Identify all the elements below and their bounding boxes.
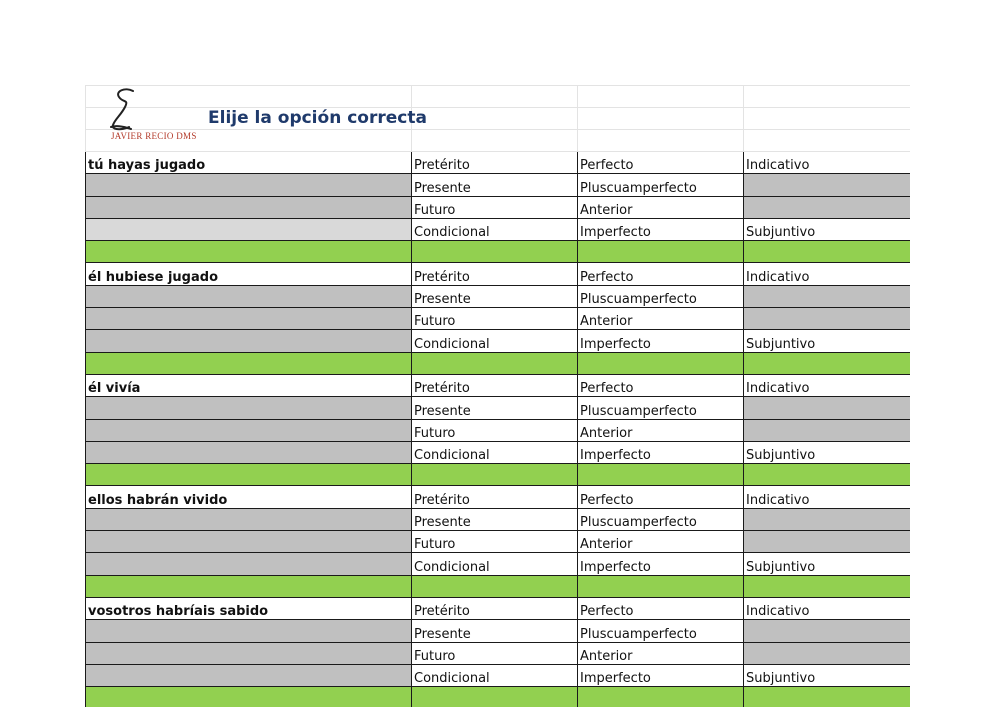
option-cell[interactable]: Presente xyxy=(412,508,578,530)
answer-cell[interactable] xyxy=(86,241,412,263)
option-cell[interactable]: Imperfecto xyxy=(578,218,744,240)
option-cell[interactable]: Condicional xyxy=(412,218,578,240)
answer-row xyxy=(86,575,911,597)
option-cell[interactable]: Subjuntivo xyxy=(744,330,911,352)
table-row xyxy=(86,597,911,619)
table-row xyxy=(86,620,911,642)
answer-cell[interactable] xyxy=(578,241,744,263)
answer-cell[interactable] xyxy=(412,575,578,597)
option-cell[interactable]: Imperfecto xyxy=(578,553,744,575)
option-cell[interactable]: Condicional xyxy=(412,664,578,686)
answer-cell[interactable] xyxy=(744,241,911,263)
table-row xyxy=(86,285,911,307)
option-cell[interactable]: Pluscuamperfecto xyxy=(578,508,744,530)
answer-row xyxy=(86,464,911,486)
answer-cell[interactable] xyxy=(744,352,911,374)
option-cell[interactable]: Presente xyxy=(412,174,578,196)
empty-cell[interactable] xyxy=(744,531,911,553)
option-cell[interactable]: Condicional xyxy=(412,330,578,352)
empty-cell[interactable] xyxy=(744,285,911,307)
table-row xyxy=(86,508,911,530)
option-cell[interactable]: Pretérito xyxy=(412,486,578,508)
option-cell[interactable]: Condicional xyxy=(412,441,578,463)
table-row xyxy=(86,374,911,396)
empty-cell[interactable] xyxy=(744,174,911,196)
option-cell[interactable]: Perfecto xyxy=(578,597,744,619)
table-row xyxy=(86,152,911,174)
empty-cell[interactable] xyxy=(744,196,911,218)
question-phrase: él hubiese jugado xyxy=(86,263,412,285)
empty-cell[interactable] xyxy=(744,397,911,419)
table-row xyxy=(86,553,911,575)
answer-cell[interactable] xyxy=(578,575,744,597)
table-row xyxy=(86,330,911,352)
option-cell[interactable]: Pluscuamperfecto xyxy=(578,174,744,196)
table-row xyxy=(86,486,911,508)
option-cell[interactable]: Futuro xyxy=(412,196,578,218)
option-cell[interactable]: Indicativo xyxy=(744,152,911,174)
answer-cell[interactable] xyxy=(412,241,578,263)
table-row xyxy=(86,397,911,419)
option-cell[interactable]: Condicional xyxy=(412,553,578,575)
option-cell[interactable]: Pretérito xyxy=(412,597,578,619)
table-row xyxy=(86,441,911,463)
page-title: Elije la opción correcta xyxy=(208,108,427,128)
empty-cell xyxy=(86,397,412,419)
table-row xyxy=(86,642,911,664)
option-cell[interactable]: Anterior xyxy=(578,531,744,553)
answer-cell[interactable] xyxy=(578,352,744,374)
option-cell[interactable]: Futuro xyxy=(412,419,578,441)
table-row xyxy=(86,308,911,330)
empty-cell xyxy=(86,553,412,575)
answer-cell[interactable] xyxy=(744,575,911,597)
option-cell[interactable]: Perfecto xyxy=(578,374,744,396)
answer-cell[interactable] xyxy=(86,575,412,597)
option-cell[interactable]: Anterior xyxy=(578,642,744,664)
question-phrase: vosotros habríais sabido xyxy=(86,597,412,619)
option-cell[interactable]: Perfecto xyxy=(578,152,744,174)
question-phrase: ellos habrán vivido xyxy=(86,486,412,508)
option-cell[interactable]: Indicativo xyxy=(744,374,911,396)
empty-cell xyxy=(86,196,412,218)
option-cell[interactable]: Pretérito xyxy=(412,152,578,174)
empty-cell xyxy=(86,419,412,441)
empty-cell xyxy=(86,508,412,530)
answer-cell[interactable] xyxy=(86,464,412,486)
answer-cell[interactable] xyxy=(412,687,578,707)
option-cell[interactable]: Futuro xyxy=(412,642,578,664)
table-row xyxy=(86,218,911,240)
option-cell[interactable]: Pluscuamperfecto xyxy=(578,285,744,307)
answer-cell[interactable] xyxy=(744,687,911,707)
option-cell[interactable]: Indicativo xyxy=(744,486,911,508)
answer-row xyxy=(86,687,911,707)
table-row xyxy=(86,174,911,196)
empty-cell[interactable] xyxy=(744,308,911,330)
empty-cell xyxy=(86,441,412,463)
answer-cell[interactable] xyxy=(578,687,744,707)
option-cell[interactable]: Presente xyxy=(412,620,578,642)
logo-text: JAVIER RECIO DMS xyxy=(111,131,197,141)
empty-cell xyxy=(86,620,412,642)
option-cell[interactable]: Indicativo xyxy=(744,597,911,619)
empty-cell xyxy=(86,174,412,196)
option-cell[interactable]: Presente xyxy=(412,285,578,307)
option-cell[interactable]: Subjuntivo xyxy=(744,553,911,575)
option-cell[interactable]: Imperfecto xyxy=(578,441,744,463)
logo xyxy=(89,85,219,145)
table-row xyxy=(86,664,911,686)
option-cell[interactable]: Pretérito xyxy=(412,263,578,285)
table-row xyxy=(86,531,911,553)
option-cell[interactable]: Subjuntivo xyxy=(744,218,911,240)
empty-cell xyxy=(86,642,412,664)
empty-cell xyxy=(86,531,412,553)
option-cell[interactable]: Anterior xyxy=(578,196,744,218)
empty-cell xyxy=(86,330,412,352)
option-cell[interactable]: Futuro xyxy=(412,308,578,330)
option-cell[interactable]: Imperfecto xyxy=(578,664,744,686)
option-cell[interactable]: Imperfecto xyxy=(578,330,744,352)
empty-cell[interactable] xyxy=(744,508,911,530)
answer-cell[interactable] xyxy=(412,464,578,486)
option-cell[interactable]: Pretérito xyxy=(412,374,578,396)
option-cell[interactable]: Indicativo xyxy=(744,263,911,285)
option-cell[interactable]: Subjuntivo xyxy=(744,664,911,686)
empty-cell[interactable] xyxy=(744,642,911,664)
table-row xyxy=(86,419,911,441)
answer-cell[interactable] xyxy=(412,352,578,374)
question-phrase: tú hayas jugado xyxy=(86,152,412,174)
option-cell[interactable]: Subjuntivo xyxy=(744,441,911,463)
option-cell[interactable]: Pluscuamperfecto xyxy=(578,620,744,642)
empty-cell[interactable] xyxy=(744,419,911,441)
table-row xyxy=(86,263,911,285)
table-row xyxy=(86,196,911,218)
empty-cell xyxy=(86,664,412,686)
option-cell[interactable]: Anterior xyxy=(578,419,744,441)
option-cell[interactable]: Anterior xyxy=(578,308,744,330)
empty-cell xyxy=(86,308,412,330)
answer-cell[interactable] xyxy=(86,687,412,707)
empty-cell[interactable] xyxy=(744,620,911,642)
option-cell[interactable]: Perfecto xyxy=(578,486,744,508)
option-cell[interactable]: Pluscuamperfecto xyxy=(578,397,744,419)
signature-logo-icon xyxy=(89,85,149,135)
worksheet xyxy=(85,85,910,707)
answer-cell[interactable] xyxy=(86,352,412,374)
option-cell[interactable]: Presente xyxy=(412,397,578,419)
answer-cell[interactable] xyxy=(578,464,744,486)
answer-cell[interactable] xyxy=(744,464,911,486)
empty-cell xyxy=(86,218,412,240)
question-phrase: él vivía xyxy=(86,374,412,396)
answer-row xyxy=(86,241,911,263)
empty-cell xyxy=(86,285,412,307)
option-cell[interactable]: Perfecto xyxy=(578,263,744,285)
option-cell[interactable]: Futuro xyxy=(412,531,578,553)
quiz-table xyxy=(85,85,910,707)
answer-row xyxy=(86,352,911,374)
